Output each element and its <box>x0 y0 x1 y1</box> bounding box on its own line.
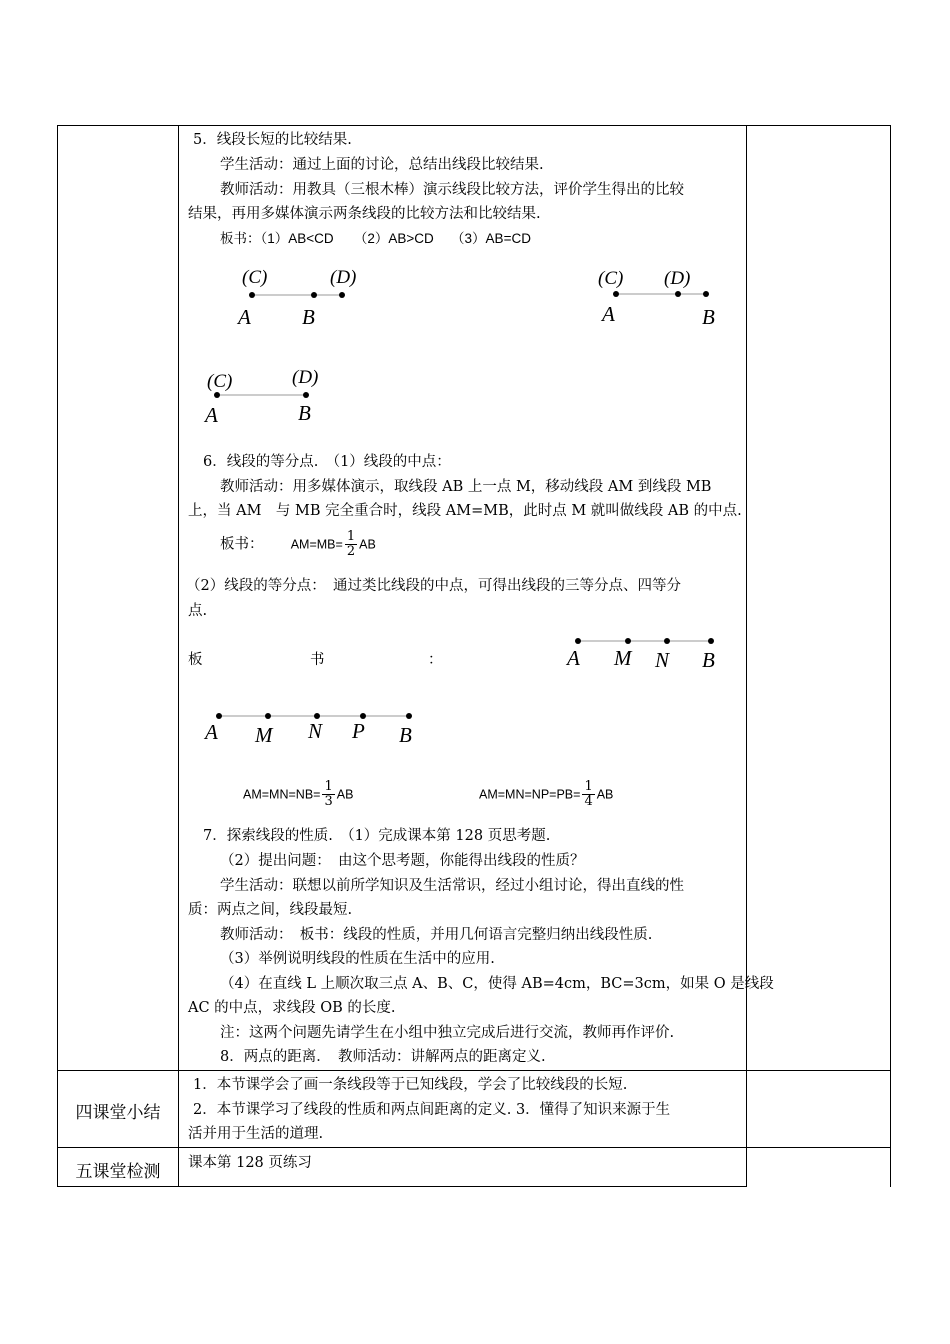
equal-parts-2: 点. <box>188 603 208 619</box>
section5-student: 学生活动：通过上面的讨论，总结出线段比较结果. <box>220 157 544 173</box>
label-m: M <box>614 646 632 670</box>
section7-student-2: 质：两点之间，线段最短. <box>188 902 353 918</box>
diagram-trisection <box>570 631 720 651</box>
fraction-one-half: $\frac{1}{2}$ <box>346 529 356 559</box>
fraction-one-quarter: $\frac{1}{4}$ <box>584 779 593 809</box>
label-n: N <box>308 719 323 743</box>
section6-teacher-1: 教师活动：用多媒体演示，取线段 AB 上一点 M，移动线段 AM 到线段 MB <box>220 479 712 495</box>
section7-q2: （2）提出问题： 由这个思考题，你能得出线段的性质？ <box>220 853 585 869</box>
point-a <box>216 713 222 719</box>
quadrisection-formula <box>479 780 613 809</box>
point-b <box>406 713 412 719</box>
board-label: 板书： <box>220 536 264 553</box>
board2-b: 书 <box>310 652 325 668</box>
point-b <box>703 291 709 297</box>
point-a <box>575 638 581 644</box>
board2-c: ： <box>428 652 443 668</box>
section7-student-1: 学生活动：联想以前所学知识及生活常识，经过小组讨论，得出直线的性 <box>220 878 684 894</box>
point-d <box>675 291 681 297</box>
check-text: 课本第 128 页练习 <box>188 1155 312 1171</box>
point-m <box>625 638 631 644</box>
point-a <box>613 291 619 297</box>
section8: 8．两点的距离． 教师活动：讲解两点的距离定义. <box>220 1049 546 1065</box>
quadrisection-formula-right: AB <box>596 787 614 802</box>
label-c: (C) <box>207 371 233 392</box>
section7-q4-2: AC 的中点，求线段 OB 的长度. <box>188 1000 396 1016</box>
label-m: M <box>255 723 273 747</box>
row-divider-1 <box>57 1070 891 1071</box>
midpoint-board <box>220 530 376 559</box>
summary-heading: 四课堂小结 <box>75 1103 161 1123</box>
point-a <box>249 292 255 298</box>
table-bottom-border <box>57 1186 747 1187</box>
section7-q3: （3）举例说明线段的性质在生活中的应用. <box>220 951 495 967</box>
check-heading: 五课堂检测 <box>75 1162 161 1182</box>
label-b: B <box>702 305 715 329</box>
column-divider-2 <box>746 125 747 1187</box>
label-b: B <box>399 723 412 747</box>
column-divider-1 <box>178 125 179 1187</box>
point-b <box>708 638 714 644</box>
label-d: (D) <box>664 268 691 289</box>
label-a: A <box>238 305 251 329</box>
board2-a: 板 <box>188 652 203 668</box>
trisection-formula <box>243 780 353 809</box>
section7-teacher: 教师活动： 板书：线段的性质，并用几何语言完整归纳出线段性质. <box>220 927 653 943</box>
trisection-formula-right: AB <box>336 787 354 802</box>
point-d <box>339 292 345 298</box>
section5-title: 5．线段长短的比较结果. <box>193 132 352 148</box>
midpoint-formula-left: AM=MB= <box>290 537 343 552</box>
section5-board: 板书：（1）AB<CD （2）AB>CD （3）AB=CD <box>220 231 531 246</box>
table-right-border <box>890 125 891 1187</box>
summary-line-1: 1．本节课学会了画一条线段等于已知线段，学会了比较线段的长短. <box>193 1077 628 1093</box>
table-left-border <box>57 125 58 1187</box>
section7-title: 7．探索线段的性质. （1）完成课本第 128 页思考题. <box>203 828 551 844</box>
section7-q4-1: （4）在直线 L 上顺次取三点 A、B、C，使得 AB=4cm，BC=3cm，如果 O 是线段 <box>220 976 774 992</box>
section7-note: 注：这两个问题先请学生在小组中独立完成后进行交流，教师再作评价. <box>220 1025 675 1041</box>
label-p: P <box>352 719 365 743</box>
label-d: (D) <box>330 267 357 288</box>
trisection-formula-left: AM=MN=NB= <box>243 787 321 802</box>
label-a: A <box>205 403 218 427</box>
label-b: B <box>298 401 311 425</box>
section5-teacher-1: 教师活动：用教具（三根木棒）演示线段比较方法，评价学生得出的比较 <box>220 182 684 198</box>
summary-line-2: 2．本节课学习了线段的性质和两点间距离的定义. 3．懂得了知识来源于生 <box>193 1102 671 1118</box>
fraction-one-third: $\frac{1}{3}$ <box>324 779 333 809</box>
table-top-border <box>57 125 891 126</box>
point-n <box>664 638 670 644</box>
point-b <box>311 292 317 298</box>
row-divider-2 <box>57 1147 891 1148</box>
label-n: N <box>655 648 670 672</box>
equal-parts-1: （2）线段的等分点： 通过类比线段的中点，可得出线段的三等分点、四等分 <box>186 578 681 594</box>
label-a: A <box>567 646 580 670</box>
section6-teacher-2: 上，当 AM 与 MB 完全重合时，线段 AM=MB，此时点 M 就叫做线段 AB 的中点. <box>188 503 742 519</box>
label-d: (D) <box>292 367 319 388</box>
label-c: (C) <box>242 267 268 288</box>
label-c: (C) <box>598 268 624 289</box>
label-a: A <box>205 720 218 744</box>
point-b <box>303 392 309 398</box>
point-m <box>265 713 271 719</box>
quadrisection-formula-left: AM=MN=NP=PB= <box>479 787 581 802</box>
summary-line-3: 活并用于生活的道理. <box>188 1126 324 1142</box>
label-a: A <box>602 302 615 326</box>
section6-title: 6．线段的等分点. （1）线段的中点： <box>203 454 451 470</box>
label-b: B <box>302 305 315 329</box>
label-b: B <box>702 648 715 672</box>
section5-teacher-2: 结果，再用多媒体演示两条线段的比较方法和比较结果. <box>188 206 541 222</box>
midpoint-formula-right: AB <box>359 537 376 552</box>
